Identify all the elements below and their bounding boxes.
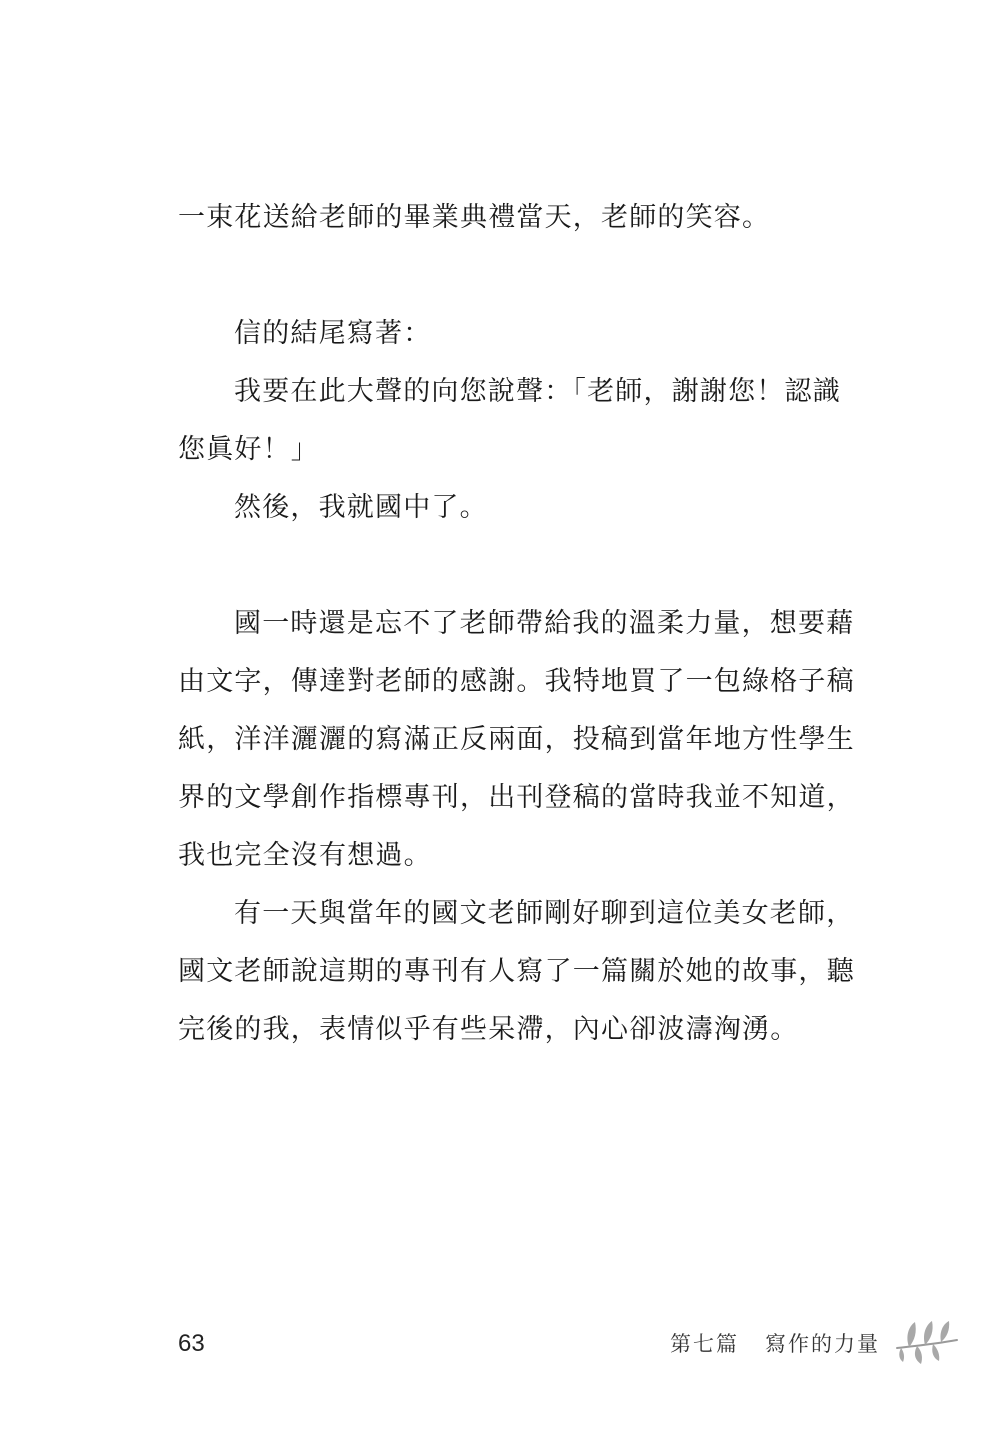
text-line: 紙，洋洋灑灑的寫滿正反兩面，投稿到當年地方性學生 bbox=[178, 724, 855, 755]
page-number: 63 bbox=[178, 1330, 205, 1357]
paragraph bbox=[178, 595, 878, 885]
text-line: 信的結尾寫著： bbox=[234, 318, 432, 349]
text-line: 完後的我，表情似乎有些呆滯，內心卻波濤洶湧。 bbox=[178, 1014, 799, 1045]
chapter-title: 寫作的力量 bbox=[765, 1332, 880, 1356]
text-line: 國一時還是忘不了老師帶給我的溫柔力量，想要藉 bbox=[234, 608, 855, 639]
text-line: 有一天與當年的國文老師剛好聊到這位美女老師， bbox=[234, 898, 855, 929]
leaf-branch-icon bbox=[895, 1318, 959, 1366]
text-line: 我要在此大聲的向您說聲：「老師，謝謝您！認識 bbox=[234, 376, 841, 407]
paragraph-gap bbox=[178, 247, 878, 305]
text-line: 界的文學創作指標專刊，出刊登稿的當時我並不知道， bbox=[178, 782, 855, 813]
paragraph bbox=[178, 305, 878, 363]
paragraph bbox=[178, 479, 878, 537]
chapter-heading bbox=[670, 1326, 880, 1362]
text-line: 我也完全沒有想過。 bbox=[178, 840, 432, 871]
paragraph bbox=[178, 885, 878, 1059]
text-line: 國文老師說這期的專刊有人寫了一篇關於她的故事，聽 bbox=[178, 956, 855, 987]
text-line: 由文字，傳達對老師的感謝。我特地買了一包綠格子稿 bbox=[178, 666, 855, 697]
paragraph bbox=[178, 363, 878, 479]
chapter-number: 第七篇 bbox=[670, 1332, 739, 1356]
paragraph bbox=[178, 189, 878, 247]
text-line: 然後，我就國中了。 bbox=[234, 492, 488, 523]
text-line: 您眞好！」 bbox=[178, 434, 319, 465]
body-text bbox=[178, 189, 878, 1059]
paragraph-gap bbox=[178, 537, 878, 595]
text-line: 一束花送給老師的畢業典禮當天，老師的笑容。 bbox=[178, 202, 771, 233]
